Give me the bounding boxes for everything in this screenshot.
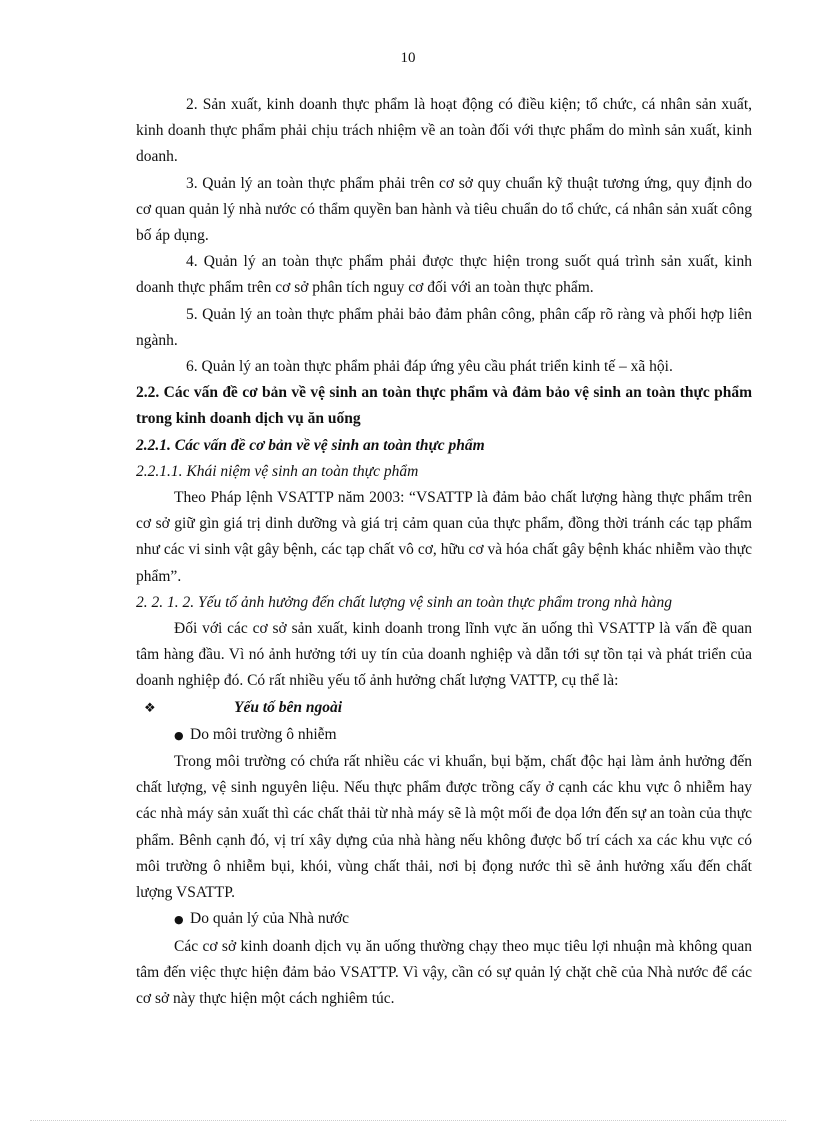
section-heading-2-2-1-2: 2. 2. 1. 2. Yếu tố ảnh hưởng đến chất lượng vệ sinh an toàn thực phẩm trong nhà hàng [136,593,673,611]
bullet-state-management-label: Do quản lý của Nhà nước [190,910,350,928]
bullet-external-factors-label: Yếu tố bên ngoài [234,698,343,716]
paragraph-principle-3: 3. Quản lý an toàn thực phẩm phải trên cơ sở quy chuẩn kỹ thuật tương ứng, quy định do cơ quan quản lý nhà nước có thẩm quyền ban hành và tiêu chuẩn do tổ chức, cá nhân sản xuất công bố áp dụng. [136,174,752,245]
paragraph-principle-4: 4. Quản lý an toàn thực phẩm phải được thực hiện trong suốt quá trình sản xuất, kinh doanh thực phẩm trên cơ sở phân tích nguy cơ đối với an toàn thực phẩm. [136,253,752,297]
bullet-environment-label: Do môi trường ô nhiễm [190,725,337,743]
paragraph-factors-intro: Đối với các cơ sở sản xuất, kinh doanh trong lĩnh vực ăn uống thì VSATTP là vấn đề quan tâm hàng đầu. Vì nó ảnh hưởng tới uy tín của doanh nghiệp và dẫn tới sự tồn tại và phát triển của doanh nghiệp đó. Có rất nhiều yếu tố ảnh hưởng chất lượng VATTP, cụ thể là: [136,620,752,690]
paragraph-environment: Trong môi trường có chứa rất nhiều các vi khuẩn, bụi bặm, chất độc hại làm ảnh hưởng đến chất lượng, vệ sinh nguyên liệu. Nếu thực phẩm được trồng cấy ở cạnh các khu vực ô nhiễm hay các nhà máy sản xuất thì các chất thải từ nhà máy sẽ là một mối đe dọa lớn đến sự an toàn của thực phẩm. Bênh cạnh đó, vị trí xây dựng của nhà hàng nếu không được bố trí cách xa các khu vực có môi trường ô nhiễm bụi, khói, vùng chất thải, nơi bị đọng nước thì sẽ ảnh hưởng xấu đến chất lượng VSATTP. [136,753,752,902]
document-body [136,92,752,1012]
paragraph-principle-2: 2. Sản xuất, kinh doanh thực phẩm là hoạt động có điều kiện; tổ chức, cá nhân sản xuất, kinh doanh thực phẩm phải chịu trách nhiệm về an toàn đối với thực phẩm do mình sản xuất, kinh doanh. [136,96,752,166]
section-heading-2-2-1-1: 2.2.1.1. Khái niệm vệ sinh an toàn thực phẩm [136,462,419,480]
bullet-state-management [136,906,752,933]
dot-bullet-icon: ● [174,913,184,927]
section-heading-2-2: 2.2. Các vấn đề cơ bản về vệ sinh an toàn thực phẩm và đảm bảo vệ sinh an toàn thực phẩm trong kinh doanh dịch vụ ăn uống [136,384,752,428]
bullet-external-factors [136,695,752,722]
diamond-bullet-icon: ❖ [144,700,156,716]
paragraph-principle-5: 5. Quản lý an toàn thực phẩm phải bảo đảm phân công, phân cấp rõ ràng và phối hợp liên ngành. [136,305,752,349]
bullet-environment [136,722,752,749]
section-heading-2-2-1: 2.2.1. Các vấn đề cơ bản về vệ sinh an toàn thực phẩm [136,436,485,454]
paragraph-definition: Theo Pháp lệnh VSATTP năm 2003: “VSATTP là đảm bảo chất lượng hàng thực phẩm trên cơ sở giữ gìn giá trị dinh dưỡng và giá trị cảm quan của thực phẩm, đồng thời tránh các tạp phẩm như các vi sinh vật gây bệnh, các tạp chất vô cơ, hữu cơ và hóa chất gây bệnh khác nhiễm vào thực phẩm”. [136,489,752,585]
page-number: 10 [400,50,416,66]
paragraph-state-management: Các cơ sở kinh doanh dịch vụ ăn uống thường chạy theo mục tiêu lợi nhuận mà không quan tâm đến việc thực hiện đảm bảo VSATTP. Vì vậy, cần có sự quản lý chặt chẽ của Nhà nước để các cơ sở này thực hiện một cách nghiêm túc. [136,937,752,1007]
dot-bullet-icon: ● [174,728,184,742]
footer-divider [30,1120,786,1121]
paragraph-principle-6: 6. Quản lý an toàn thực phẩm phải đáp ứng yêu cầu phát triển kinh tế – xã hội. [186,358,673,376]
